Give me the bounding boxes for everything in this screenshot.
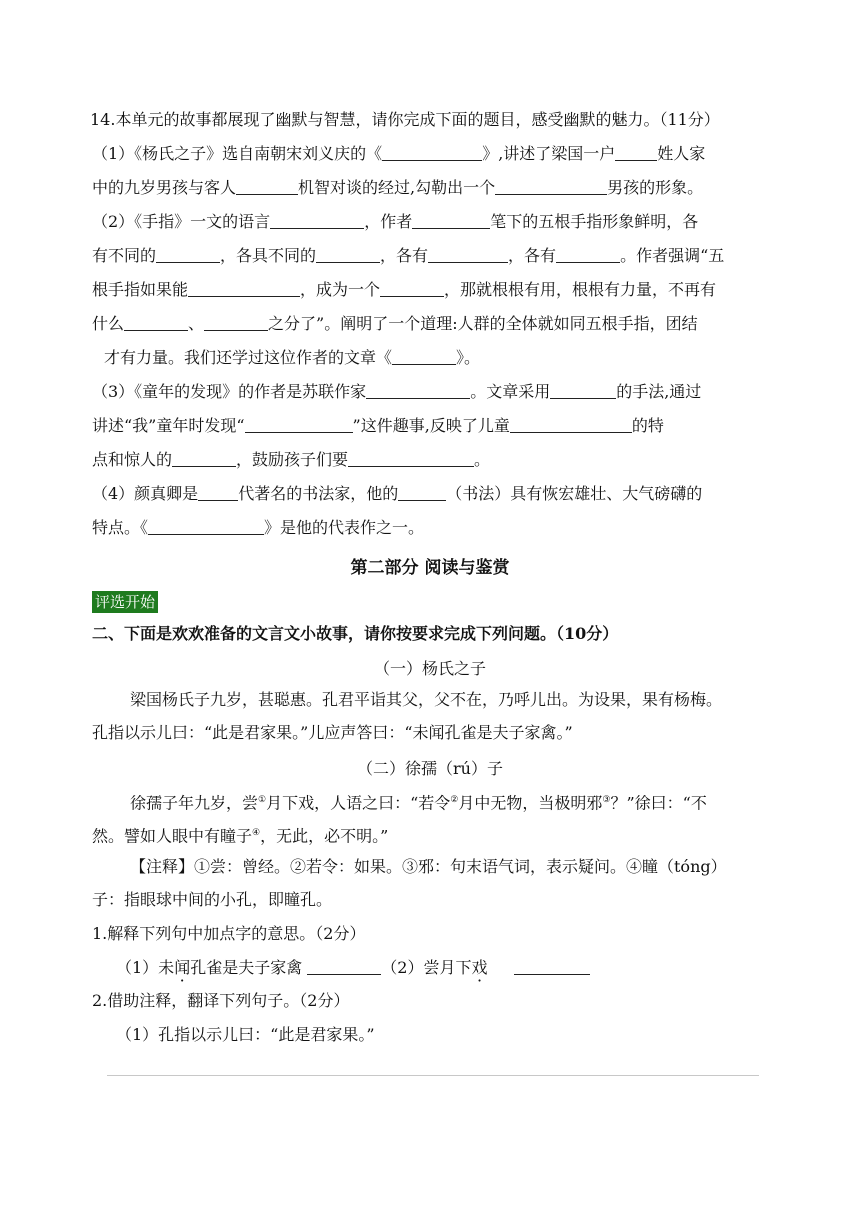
story1-title: （一）杨氏之子: [373, 659, 486, 678]
answer-blank[interactable]: [204, 314, 268, 331]
answer-blank[interactable]: [495, 178, 607, 195]
dotted-char: 戏: [471, 958, 488, 977]
text: 孔雀是夫子家禽: [190, 958, 308, 977]
q14-p3-line1: [92, 382, 701, 402]
text: （4）颜真卿是: [92, 484, 199, 503]
note-ref: ④: [252, 828, 261, 838]
q14-p2-line3: [92, 280, 716, 300]
notes-line2: 子：指眼球中间的小孔，即瞳孔。: [92, 890, 333, 909]
text: 。作者强调“五: [620, 246, 725, 265]
answer-blank[interactable]: [510, 416, 632, 433]
text: ”这件趣事,反映了儿童: [352, 416, 510, 435]
answer-blank[interactable]: [366, 382, 470, 399]
story1-line1: 梁国杨氏子九岁，甚聪惠。孔君平诣其父，父不在，乃呼儿出。为设果，果有杨梅。: [130, 690, 723, 709]
text: 的手法,通过: [616, 382, 702, 401]
text: 之分了”。阐明了一个道理:人群的全体就如同五根手指，团结: [268, 314, 698, 333]
text: （3）《童年的发现》的作者是苏联作家: [92, 382, 367, 401]
answer-blank[interactable]: [236, 178, 298, 195]
text: 的特: [631, 416, 664, 435]
q14-p1-line2: [92, 178, 703, 198]
text: ，鼓励孩子们要: [236, 450, 349, 469]
text: 特点。《: [92, 518, 149, 537]
section-title: 二、下面是欢欢准备的文言文小故事，请你按要求完成下列问题。（10分）: [92, 624, 619, 643]
text: （2）《手指》一文的语言: [92, 212, 271, 231]
dotted-char: 闻: [174, 958, 191, 977]
q14-p3-line3: [92, 450, 490, 470]
answer-blank[interactable]: [307, 958, 381, 975]
answer-blank[interactable]: [392, 348, 456, 365]
part2-heading: 第二部分 阅读与鉴赏: [350, 558, 510, 578]
q14-p2-line1: [92, 212, 698, 232]
q14-p1-line1: [92, 144, 705, 164]
text: （1）未: [116, 958, 175, 977]
text: 男孩的形象。: [607, 178, 704, 197]
answer-blank[interactable]: [188, 280, 300, 297]
q14-p2-line4: [92, 314, 698, 334]
story2-line2: [92, 823, 388, 846]
start-badge[interactable]: 评选开始: [92, 591, 158, 613]
q14-p4-line1: [92, 484, 702, 504]
text: 》。: [456, 348, 481, 367]
notes-line1: 【注释】①尝：曾经。②若令：如果。③邪：句末语气词，表示疑问。④瞳（tóng）: [130, 857, 727, 876]
text: 月下戏，人语之曰：“若令: [266, 793, 451, 813]
q14-p3-line2: [92, 416, 664, 436]
answer-blank[interactable]: [398, 484, 446, 501]
text: 中的九岁男孩与客人: [92, 178, 237, 197]
text: 根手指如果能: [92, 280, 189, 299]
note-ref: ①: [258, 795, 267, 805]
answer-line: [107, 1075, 759, 1076]
text: ，各具不同的: [220, 246, 317, 265]
story2-line1: [130, 790, 707, 813]
text: 有不同的: [92, 246, 157, 265]
answer-blank[interactable]: [198, 484, 238, 501]
q2-title: 2.借助注释，翻译下列句子。（2分）: [92, 991, 350, 1010]
answer-blank[interactable]: [124, 314, 188, 331]
answer-blank[interactable]: [348, 450, 474, 467]
text: （1）《杨氏之子》选自南朝宋刘义庆的《: [92, 144, 383, 163]
text: 。: [474, 450, 491, 469]
text: ，无此，必不明。”: [260, 826, 389, 846]
story1-line2: 孔指以示儿曰：“此是君家果。”儿应声答曰：“未闻孔雀是夫子家禽。”: [92, 723, 573, 742]
q2-sentence1: （1）孔指以示儿曰：“此是君家果。”: [116, 1025, 375, 1044]
text: 月中无物，当极明邪: [458, 793, 603, 813]
answer-blank[interactable]: [615, 144, 657, 161]
text: 点和惊人的: [92, 450, 173, 469]
text: 》是他的代表作之一。: [264, 518, 425, 537]
q1-items: [116, 958, 590, 978]
text: 代著名的书法家，他的: [238, 484, 399, 503]
answer-blank[interactable]: [514, 958, 590, 975]
answer-blank[interactable]: [428, 246, 508, 263]
text: （2）尝月下: [381, 958, 472, 977]
answer-blank[interactable]: [156, 246, 220, 263]
text: 机智对谈的经过,勾勒出一个: [298, 178, 496, 197]
answer-blank[interactable]: [382, 144, 482, 161]
answer-blank[interactable]: [556, 246, 620, 263]
q14-intro: 14.本单元的故事都展现了幽默与智慧，请你完成下面的题目，感受幽默的魅力。（11分）: [90, 110, 720, 129]
text: ，各有: [380, 246, 429, 265]
text: 》,讲述了梁国一户: [482, 144, 616, 163]
answer-blank[interactable]: [550, 382, 616, 399]
answer-blank[interactable]: [270, 212, 364, 229]
answer-blank[interactable]: [316, 246, 380, 263]
answer-blank[interactable]: [380, 280, 444, 297]
text: ，成为一个: [300, 280, 381, 299]
answer-blank[interactable]: [148, 518, 264, 535]
q14-p2-line2: [92, 246, 724, 266]
note-ref: ②: [450, 795, 459, 805]
text: 、: [188, 314, 205, 333]
text: ，各有: [508, 246, 557, 265]
text: 什么: [92, 314, 125, 333]
text: 徐孺子年九岁，尝: [130, 793, 259, 813]
answer-blank[interactable]: [412, 212, 490, 229]
q1-title: 1.解释下列句中加点字的意思。（2分）: [92, 924, 366, 943]
text: ，作者: [364, 212, 413, 231]
text: ？”徐曰：“不: [610, 793, 707, 813]
text: 笔下的五根手指形象鲜明，各: [490, 212, 699, 231]
answer-blank[interactable]: [172, 450, 236, 467]
text: 姓人家: [657, 144, 706, 163]
text: 才有力量。我们还学过这位作者的文章《: [104, 348, 393, 367]
text: ，那就根根有用，根根有力量，不再有: [444, 280, 717, 299]
q14-p2-line5: [104, 348, 480, 368]
text: 讲述“我”童年时发现“: [92, 416, 245, 435]
text: （书法）具有恢宏雄壮、大气磅礴的: [446, 484, 703, 503]
text: 然。譬如人眼中有瞳子: [92, 826, 253, 846]
text: 。文章采用: [470, 382, 551, 401]
story2-title: （二）徐孺（rú）子: [357, 759, 503, 778]
note-ref: ③: [602, 795, 611, 805]
q14-p4-line2: [92, 518, 424, 538]
answer-blank[interactable]: [245, 416, 353, 433]
